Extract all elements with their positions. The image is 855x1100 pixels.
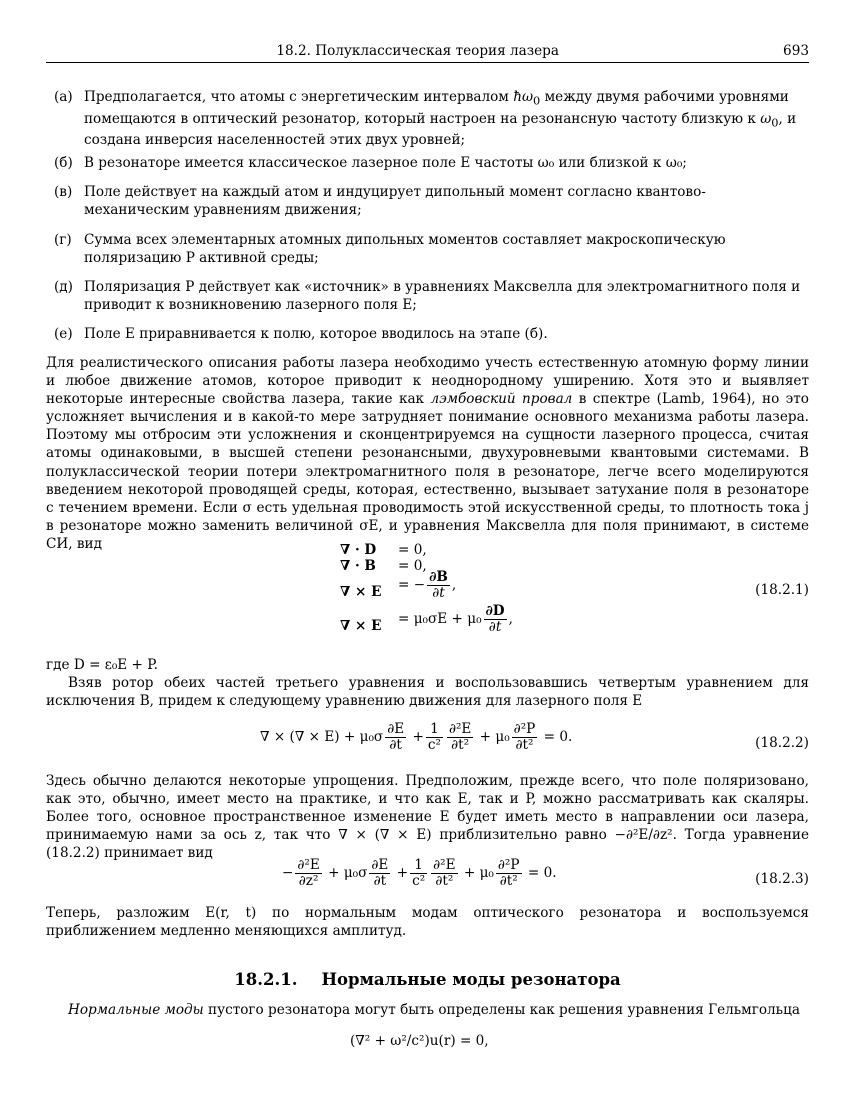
page-number: 693 <box>783 43 809 59</box>
list-item-text: Сумма всех элементарных атомных дипольных моментов составляет макроскопическую поляризацию P активной среды; <box>84 232 726 266</box>
list-item-text: В резонаторе имеется классическое лазерное поле E частоты ω₀ или близкой к ω₀; <box>84 155 687 171</box>
list-item-e <box>54 278 809 314</box>
equation-number: (18.2.2) <box>755 735 809 751</box>
list-item-text: Предполагается, что атомы с энергетическим интервалом $ħ\omega_0$ между двумя рабочими уровнями помещаются в оптический резонатор, который настроен на резонансную частоту близкую к $\omega_0$, и создана инверсия населенностей этих двух уровней; <box>84 89 797 149</box>
list-item-text: Поляризация P действует как «источник» в уравнениях Максвелла для электромагнитного поля и приводит к возникновению лазерного поля E; <box>84 279 801 313</box>
list-item-d <box>54 231 809 267</box>
paragraph-normal-modes: Нормальные моды пустого резонатора могут быть определены как решения уравнения Гельмгольца <box>68 1002 800 1018</box>
header-section-title: 18.2. Полуклассическая теория лазера <box>276 43 559 59</box>
list-item-text: Поле действует на каждый атом и индуцирует дипольный момент согласно квантово-механическим уравнениям движения; <box>84 184 706 218</box>
list-item-text: Поле E приравнивается к полю, которое вводилось на этапе (б). <box>84 326 548 342</box>
list-item-label: (д) <box>54 279 73 295</box>
section-number: 18.2.1. <box>234 970 298 989</box>
list-item-label: (в) <box>54 184 73 200</box>
paragraph-d-definition: где D = ε₀E + P. <box>46 657 158 673</box>
list-item-label: (а) <box>54 89 73 105</box>
paragraph-simplification: Здесь обычно делаются некоторые упрощения. Предположим, прежде всего, что поле поляризовано, как это, обычно, имеет место на практике, и что как E, так и P, можно рассматривать как скаляры. Более того, основное пространственное изменение E будет иметь место в направлении оси лазера, принимаемую нами за ось z, так что ∇ × (∇ × E) приблизительно равно −∂²E/∂z². Тогда уравнение (18.2.2) принимает вид <box>46 773 809 862</box>
list-item-c <box>54 183 809 219</box>
paragraph-mode-expansion: Теперь, разложим E(r, t) по нормальным модам оптического резонатора и воспользуемся приближением медленно меняющихся амплитуд. <box>46 905 809 940</box>
list-item-label: (е) <box>54 326 73 342</box>
equation-number: (18.2.3) <box>755 871 809 887</box>
running-header <box>46 40 809 63</box>
section-title: Нормальные моды резонатора <box>321 970 621 989</box>
paragraph-intro: Для реалистического описания работы лазера необходимо учесть естественную атомную форму линии и любое движение атомов, которое приводит к неоднородному уширению. Хотя это и выявляет некоторые интересные свойства лазера, такие как лэмбовский провал в спектре (Lamb, 1964), но это усложняет вычисления и в какой-то мере затрудняет понимание основного механизма работы лазера. Поэтому мы отбросим эти усложнения и сконцентрируемся на сущности лазерного процесса, считая атомы одинаковыми, в высшей степени резонансными, двухуровневыми квантовыми системами. В полуклассической теории потери электромагнитного поля в резонаторе, легче всего моделируются введением некоторой проводящей среды, которая, естественно, вызывает затухание поля в резонаторе с течением времени. Если σ есть удельная проводимость этой искусственной среды, то плотность тока j в резонаторе можно заменить величиной σE, и уравнения Максвелла для поля принимают, в системе СИ, вид <box>46 355 809 552</box>
list-item-f <box>54 325 809 343</box>
list-item-label: (б) <box>54 155 73 171</box>
list-item-label: (г) <box>54 232 72 248</box>
equation-helmholtz: (∇² + ω²/c²)u(r) = 0, <box>350 1033 489 1049</box>
paragraph-curl: Взяв ротор обеих частей третьего уравнения и воспользовавшись четвертым уравнением для исключения B, придем к следующему уравнению движения для лазерного поля E <box>46 675 809 710</box>
section-heading <box>46 970 809 989</box>
emphasis-lamb-dip: лэмбовский провал <box>430 391 573 408</box>
list-item-b <box>54 154 809 172</box>
equation-number: (18.2.1) <box>755 582 809 598</box>
list-item-a <box>54 88 809 149</box>
